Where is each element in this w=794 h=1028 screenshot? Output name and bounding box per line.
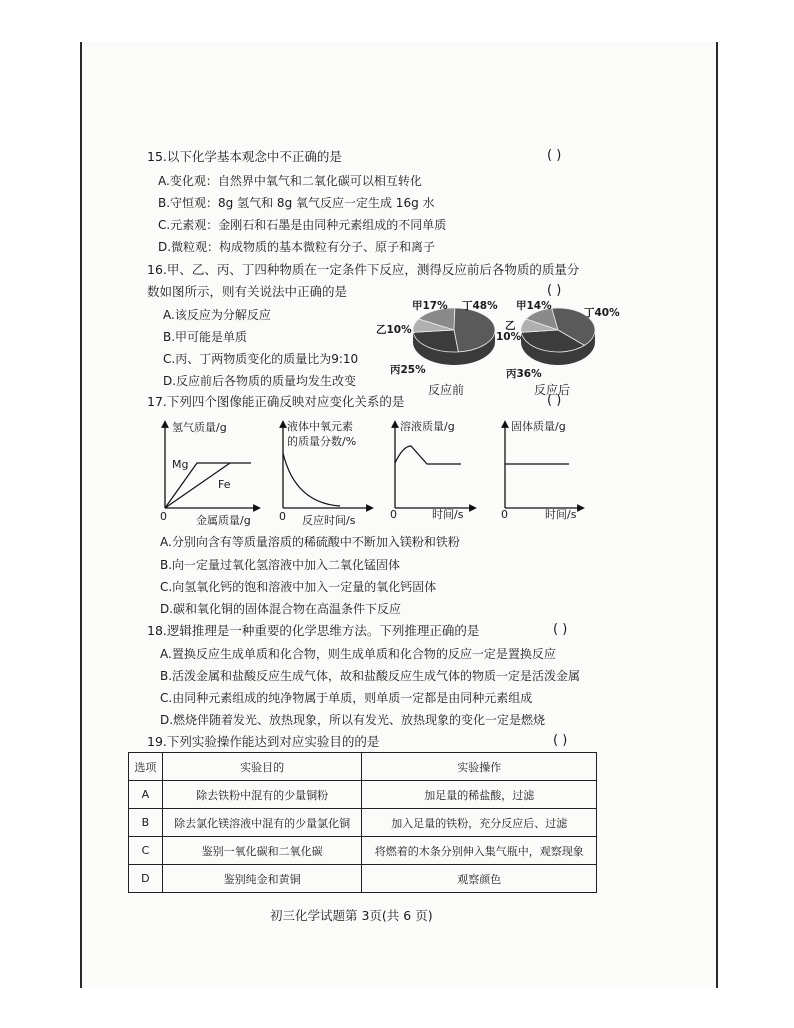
q15-option-c: C.元素观：金刚石和石墨是由同种元素组成的不同单质 (158, 218, 447, 232)
q17-option-b: B.向一定量过氧化氢溶液中加入二氧化锰固体 (160, 558, 401, 572)
q15-option-a: A.变化观：自然界中氧气和二氧化碳可以相互转化 (158, 174, 422, 188)
graph1-mg-label: Mg (172, 458, 189, 471)
table-row (129, 809, 597, 837)
table-row (129, 781, 597, 809)
graph1-origin: 0 (160, 510, 167, 523)
q19-header-purpose: 实验目的 (162, 753, 362, 781)
page-footer: 初三化学试题第 3页(共 6 页) (270, 908, 433, 923)
graph2-xlabel: 反应时间/s (302, 514, 356, 527)
graph1-xlabel: 金属质量/g (196, 514, 251, 527)
graph4-xlabel: 时间/s (545, 508, 577, 521)
graph1-ylabel: 氢气质量/g (172, 421, 227, 434)
graph3-origin: 0 (390, 508, 397, 521)
q18-stem: 18.逻辑推理是一种重要的化学思维方法。下列推理正确的是 (147, 623, 480, 638)
q17-answer-paren: ( ) (547, 393, 562, 408)
q15-option-d: D.微粒观：构成物质的基本微粒有分子、原子和离子 (158, 240, 436, 254)
q19-stem: 19.下列实验操作能达到对应实验目的的是 (147, 734, 380, 749)
q15-stem: 15.以下化学基本观念中不正确的是 (147, 149, 342, 164)
pie-after-label-yi-pct: 10% (496, 331, 522, 343)
pie-after-label-ding: 丁40% (584, 307, 620, 319)
q19-table (128, 752, 597, 893)
q15-answer-paren: ( ) (547, 148, 562, 163)
graph3-xlabel: 时间/s (432, 508, 464, 521)
table-row (129, 837, 597, 865)
q19-row-a-option: A (129, 781, 163, 809)
graph4-ylabel: 固体质量/g (511, 420, 566, 433)
graph2-ylabel-line2: 的质量分数/% (287, 435, 357, 448)
q16-stem-line1: 16.甲、乙、丙、丁四种物质在一定条件下反应，测得反应前后各物质的质量分 (147, 262, 580, 277)
q16-answer-paren: ( ) (547, 283, 562, 298)
q18-option-b: B.活泼金属和盐酸反应生成气体，故和盐酸反应生成气体的物质一定是活泼金属 (160, 669, 581, 683)
q16-option-a: A.该反应为分解反应 (163, 308, 271, 322)
q19-table-header (129, 753, 597, 781)
q19-header-operation: 实验操作 (362, 753, 597, 781)
pie-after-caption: 反应后 (534, 383, 571, 397)
q19-row-d-option: D (129, 865, 163, 893)
q18-option-d: D.燃烧伴随着发光、放热现象，所以有发光、放热现象的变化一定是燃烧 (160, 713, 546, 727)
q18-answer-paren: ( ) (553, 622, 568, 637)
q16-stem-line2: 数如图所示，则有关说法中正确的是 (147, 284, 348, 299)
q19-row-a-purpose: 除去铁粉中混有的少量铜粉 (162, 781, 362, 809)
q18-option-a: A.置换反应生成单质和化合物，则生成单质和化合物的反应一定是置换反应 (160, 647, 556, 661)
q17-stem: 17.下列四个图像能正确反映对应变化关系的是 (147, 394, 405, 409)
q18-option-c: C.由同种元素组成的纯净物属于单质，则单质一定都是由同种元素组成 (160, 691, 533, 705)
graph3-ylabel: 溶液质量/g (400, 420, 455, 433)
pie-after-label-jia: 甲14% (516, 300, 552, 312)
graph3-curve (395, 446, 461, 464)
q17-option-c: C.向氢氧化钙的饱和溶液中加入一定量的氧化钙固体 (160, 580, 437, 594)
q19-row-b-operation: 加入足量的铁粉，充分反应后、过滤 (362, 809, 597, 837)
pie-before-label-ding: 丁48% (462, 300, 498, 312)
pie-before-label-yi: 乙10% (376, 324, 412, 336)
q19-row-c-purpose: 鉴别一氧化碳和二氧化碳 (162, 837, 362, 865)
q19-header-option: 选项 (129, 753, 163, 781)
pie-after-label-bing: 丙36% (506, 368, 542, 380)
q19-row-b-option: B (129, 809, 163, 837)
pie-before-label-bing: 丙25% (390, 364, 426, 376)
q17-option-a: A.分别向含有等质量溶质的稀硫酸中不断加入镁粉和铁粉 (160, 535, 460, 549)
pie-before-label-jia: 甲17% (412, 300, 448, 312)
q19-row-d-purpose: 鉴别纯金和黄铜 (162, 865, 362, 893)
pie-before-caption: 反应前 (428, 383, 465, 397)
q15-option-b: B.守恒观：8g 氢气和 8g 氧气反应一定生成 16g 水 (158, 196, 435, 210)
q16-option-b: B.甲可能是单质 (163, 330, 248, 344)
q19-row-c-option: C (129, 837, 163, 865)
q19-row-b-purpose: 除去氯化镁溶液中混有的少量氯化铜 (162, 809, 362, 837)
graph1-fe-label: Fe (218, 478, 231, 491)
table-row (129, 865, 597, 893)
graph2-curve (283, 453, 340, 506)
q16-option-d: D.反应前后各物质的质量均发生改变 (163, 374, 357, 388)
q19-row-a-operation: 加足量的稀盐酸，过滤 (362, 781, 597, 809)
q16-option-c: C.丙、丁两物质变化的质量比为9:10 (163, 352, 359, 366)
q17-option-d: D.碳和氧化铜的固体混合物在高温条件下反应 (160, 602, 402, 616)
graph2-origin: 0 (279, 510, 286, 523)
q19-row-c-operation: 将燃着的木条分别伸入集气瓶中，观察现象 (362, 837, 597, 865)
pie-after-label-yi: 乙 (505, 320, 516, 332)
q19-answer-paren: ( ) (553, 733, 568, 748)
graph4-origin: 0 (501, 508, 508, 521)
q19-row-d-operation: 观察颜色 (362, 865, 597, 893)
graph2-ylabel-line1: 液体中氧元素 (287, 420, 353, 433)
